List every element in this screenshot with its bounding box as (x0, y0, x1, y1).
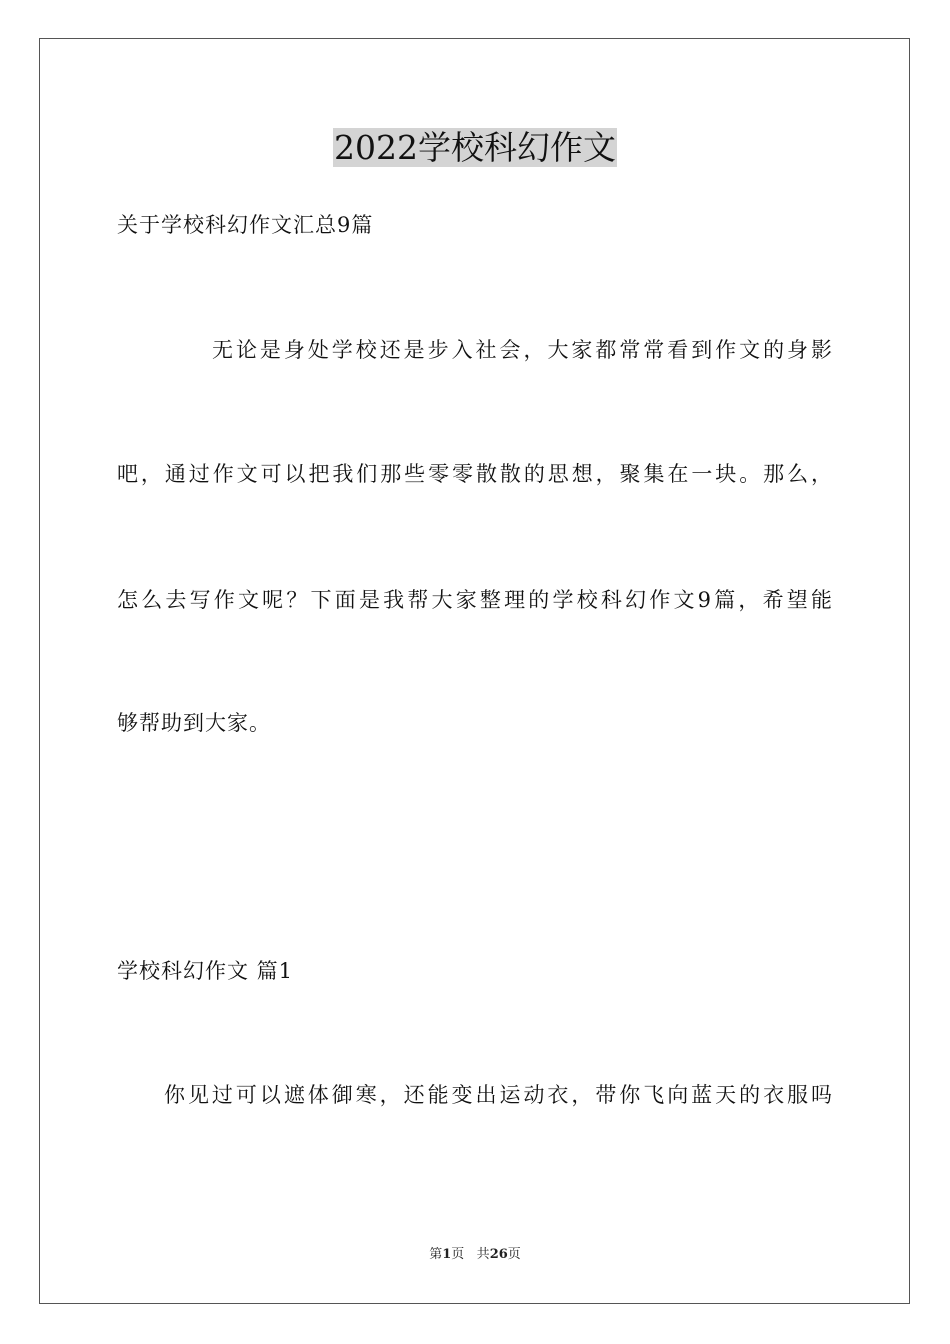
intro-line-2: 吧，通过作文可以把我们那些零零散散的思想，聚集在一块。那么， (117, 462, 833, 486)
section-heading: 学校科幻作文 篇1 (117, 959, 294, 983)
footer-page-prefix: 第 (429, 1247, 443, 1262)
document-subtitle: 关于学校科幻作文汇总9篇 (117, 213, 374, 237)
document-title-text: 2022学校科幻作文 (334, 128, 616, 167)
intro-line-3: 怎么去写作文呢？下面是我帮大家整理的学校科幻作文9篇，希望能 (117, 588, 833, 612)
footer-total-number: 26 (489, 1247, 508, 1262)
footer-page-number: 1 (442, 1247, 452, 1262)
page-footer (0, 1246, 950, 1264)
intro-line-1: 无论是身处学校还是步入社会，大家都常常看到作文的身影 (212, 338, 833, 362)
footer-page-suffix: 页 (451, 1247, 465, 1262)
footer-total-suffix: 页 (507, 1247, 521, 1262)
section-first-line: 你见过可以遮体御寒，还能变出运动衣，带你飞向蓝天的衣服吗 (164, 1083, 833, 1107)
intro-line-4: 够帮助到大家。 (117, 711, 271, 735)
document-title (0, 126, 950, 170)
footer-total-prefix: 共 (476, 1247, 490, 1262)
